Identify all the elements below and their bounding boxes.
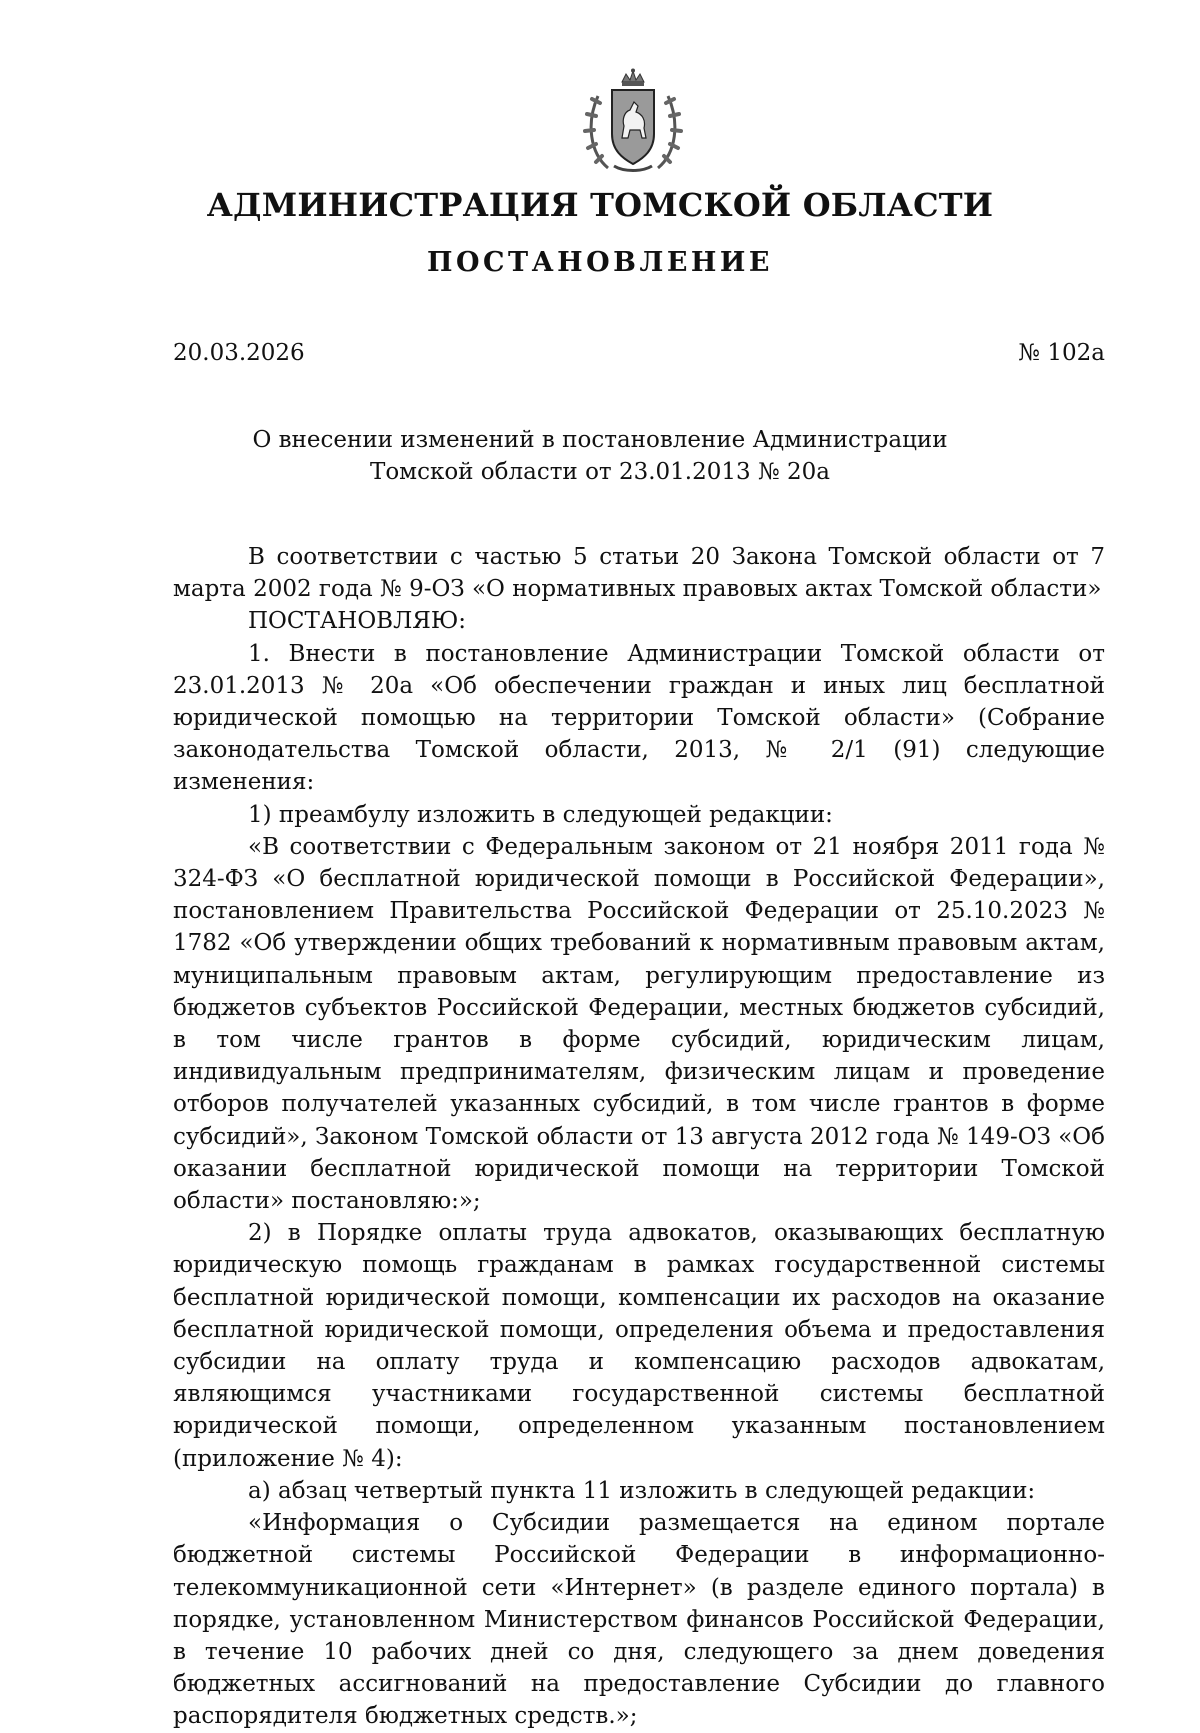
paragraph-subitem-a: а) абзац четвертый пункта 11 изложить в следующей редакции: — [248, 1477, 1036, 1504]
document-body — [173, 541, 1105, 1733]
title-line-2: Томской области от 23.01.2013 № 20а — [369, 459, 831, 485]
paragraph-new-preamble: «В соответствии с Федеральным законом от 21 ноября 2011 года № 324-ФЗ «О бесплатной юридической помощи в Российской Федерации», постановлением Правительства Российской Федерации от 25.10.2023 № 1782 «Об утверждении общих требований к нормативным правовым актам, муниципальным правовым актам, регулирующим предоставление из бюджетов субъектов Российской Федерации, местных бюджетов субсидий, в том числе грантов в форме субсидий, юридическим лицам, индивидуальным предпринимателям, физическим лицам и проведение отборов получателей указанных субсидий, в том числе грантов в форме субсидий», Законом Томской области от 13 августа 2012 года № 149-ОЗ «Об оказании бесплатной юридической помощи на территории Томской области» постановляю:»; — [173, 833, 1105, 1215]
paragraph-subsidy-info: «Информация о Субсидии размещается на едином портале бюджетной системы Российской Федерации в информационно-телекоммуникационной сети «Интернет» (в разделе единого портала) в порядке, установленном Министерством финансов Российской Федерации, в течение 10 рабочих дней со дня, следующего за днем доведения бюджетных ассигнований на предоставление Субсидии до главного распорядителя бюджетных средств.»; — [173, 1510, 1105, 1730]
title-line-1: О внесении изменений в постановление Администрации — [252, 427, 948, 453]
document-number: № 102а — [1018, 340, 1105, 366]
paragraph-item-1: 1. Внести в постановление Администрации Томской области от 23.01.2013 № 20а «Об обеспечении граждан и иных лиц бесплатной юридической помощью на территории Томской области» (Собрание законодательства Томской области, 2013, № 2/1 (91) следующие изменения: — [173, 640, 1105, 796]
paragraph-subitem-2: 2) в Порядке оплаты труда адвокатов, оказывающих бесплатную юридическую помощь гражданам в рамках государственной системы бесплатной юридической помощи, компенсации их расходов на оказание бесплатной юридической помощи, определения объема и предоставления субсидии на оплату труда и компенсацию расходов адвокатам, являющимся участниками государственной системы бесплатной юридической помощи, определенном указанным постановлением (приложение № 4): — [173, 1220, 1105, 1472]
paragraph-resolve: ПОСТАНОВЛЯЮ: — [248, 608, 467, 635]
document-type: ПОСТАНОВЛЕНИЕ — [427, 247, 773, 278]
organization-name: АДМИНИСТРАЦИЯ ТОМСКОЙ ОБЛАСТИ — [206, 186, 994, 224]
document-date: 20.03.2026 — [173, 340, 305, 366]
tomsk-coat-of-arms-icon — [578, 68, 688, 180]
document-title — [0, 424, 1200, 488]
paragraph-subitem-1: 1) преамбулу изложить в следующей редакции: — [248, 801, 833, 828]
paragraph-preamble: В соответствии с частью 5 статьи 20 Закона Томской области от 7 марта 2002 года № 9-ОЗ «О нормативных правовых актах Томской области» — [173, 544, 1105, 603]
